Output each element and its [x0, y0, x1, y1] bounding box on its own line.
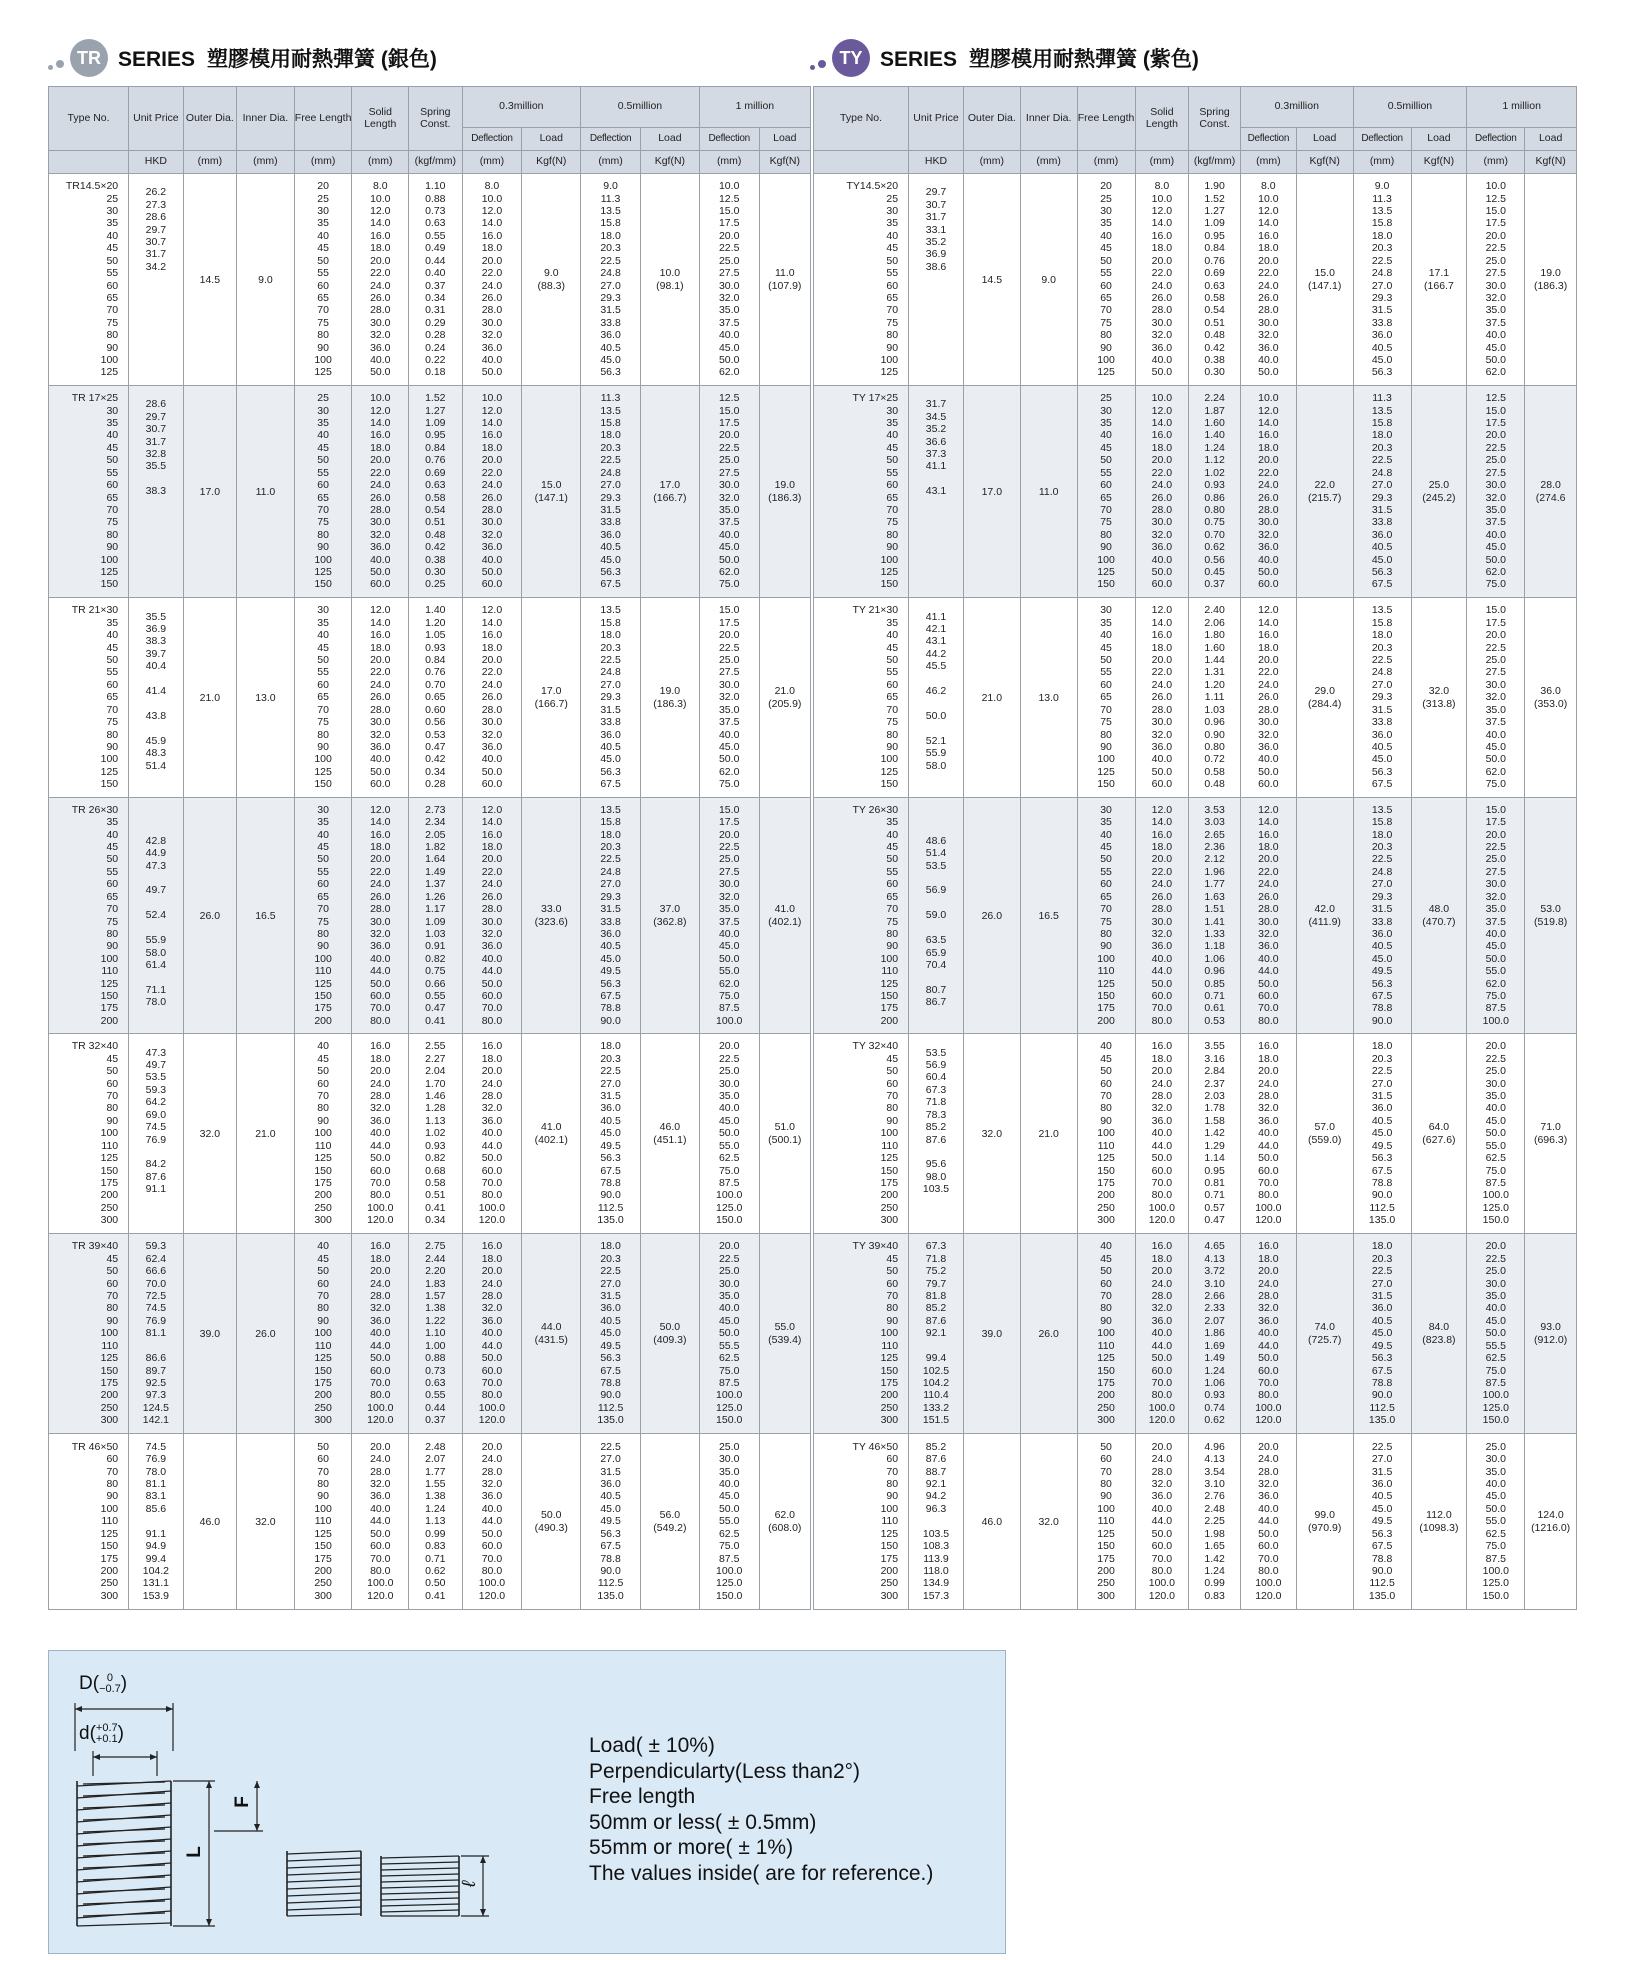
inner-dia-cell: 26.0 [237, 1234, 295, 1434]
type-list: TY 32×40 45 50 60 70 80 90 100 110 125 150 175 200 250 300 [814, 1034, 909, 1234]
tr-table-body [49, 174, 811, 1610]
load-03-cell: 41.0 (402.1) [522, 1034, 581, 1234]
solid-length-list: 10.0 12.0 14.0 16.0 18.0 20.0 22.0 24.0 26.0 28.0 30.0 32.0 36.0 40.0 50.0 60.0 [352, 386, 409, 598]
load-05-cell: 10.0 (98.1) [640, 174, 699, 386]
load-05-cell: 17.0 (166.7) [640, 386, 699, 598]
deflection-03-list: 16.0 18.0 20.0 24.0 28.0 32.0 36.0 40.0 44.0 50.0 60.0 70.0 80.0 100.0 120.0 [1240, 1234, 1296, 1434]
free-length-list: 25 30 35 40 45 50 55 60 65 70 75 80 90 100 125 150 [1077, 386, 1135, 598]
th-unit-blank [49, 151, 129, 174]
load-05-cell: 50.0 (409.3) [640, 1234, 699, 1434]
th-load: Load [1525, 128, 1577, 151]
outer-diameter-label: D( 0 −0.7 ) [79, 1672, 128, 1695]
spring-const-list: 1.52 1.27 1.09 0.95 0.84 0.76 0.69 0.63 0.58 0.54 0.51 0.48 0.42 0.38 0.30 0.25 [409, 386, 462, 598]
load-05-cell: 17.1 (166.7 [1411, 174, 1467, 386]
load-1m-cell: 51.0 (500.1) [759, 1034, 810, 1234]
deflection-05-list: 13.5 15.8 18.0 20.3 22.5 24.8 27.0 29.3 31.5 33.8 36.0 40.5 45.0 49.5 56.3 67.5 78.8 90.0 [1353, 798, 1411, 1034]
deflection-05-list: 9.0 11.3 13.5 15.8 18.0 20.3 22.5 24.8 27.0 29.3 31.5 33.8 36.0 40.5 45.0 56.3 [1353, 174, 1411, 386]
deflection-1m-list: 12.5 15.0 17.5 20.0 22.5 25.0 27.5 30.0 32.0 35.0 37.5 40.0 45.0 50.0 62.0 75.0 [1467, 386, 1525, 598]
deflection-05-list: 13.5 15.8 18.0 20.3 22.5 24.8 27.0 29.3 31.5 33.8 36.0 40.5 45.0 56.3 67.5 [1353, 598, 1411, 798]
load-1m-cell: 21.0 (205.9) [759, 598, 810, 798]
th-load: Load [759, 128, 810, 151]
th-inner-dia: Inner Dia. [1020, 87, 1077, 151]
outer-dia-cell: 17.0 [183, 386, 236, 598]
deflection-05-list: 18.0 20.3 22.5 27.0 31.5 36.0 40.5 45.0 49.5 56.3 67.5 78.8 90.0 112.5 135.0 [1353, 1034, 1411, 1234]
th-load: Load [522, 128, 581, 151]
spring-const-list: 3.53 3.03 2.65 2.36 2.12 1.96 1.77 1.63 1.51 1.41 1.33 1.18 1.06 0.96 0.85 0.71 0.61 0.53 [1189, 798, 1241, 1034]
type-list: TR 26×30 35 40 45 50 55 60 65 70 75 80 90 100 110 125 150 175 200 [49, 798, 129, 1034]
th-unit-mm: (mm) [237, 151, 295, 174]
price-list: 59.3 62.4 66.6 70.0 72.5 74.5 76.9 81.1 86.6 89.7 92.5 97.3 124.5 142.1 [129, 1234, 184, 1434]
deflection-05-list: 11.3 13.5 15.8 18.0 20.3 22.5 24.8 27.0 29.3 31.5 33.8 36.0 40.5 45.0 56.3 67.5 [1353, 386, 1411, 598]
spring-const-list: 1.40 1.20 1.05 0.93 0.84 0.76 0.70 0.65 0.60 0.56 0.53 0.47 0.42 0.34 0.28 [409, 598, 462, 798]
load-05-cell: 48.0 (470.7) [1411, 798, 1467, 1034]
th-inner-dia: Inner Dia. [237, 87, 295, 151]
ty-spec-table [813, 86, 1577, 1610]
deflection-1m-list: 20.0 22.5 25.0 30.0 35.0 40.0 45.0 50.0 55.5 62.5 75.0 87.5 100.0 125.0 150.0 [699, 1234, 759, 1434]
decor-dots [810, 40, 832, 76]
th-unit-kgfn: Kgf(N) [1296, 151, 1353, 174]
spring-const-list: 4.65 4.13 3.72 3.10 2.66 2.33 2.07 1.86 1.69 1.49 1.24 1.06 0.93 0.74 0.62 [1189, 1234, 1241, 1434]
type-list: TR 17×25 30 35 40 45 50 55 60 65 70 75 80 90 100 125 150 [49, 386, 129, 598]
load-05-cell: 84.0 (823.8) [1411, 1234, 1467, 1434]
inner-dia-cell: 11.0 [237, 386, 295, 598]
price-list: 74.5 76.9 78.0 81.1 83.1 85.6 91.1 94.9 99.4 104.2 131.1 153.9 [129, 1434, 184, 1610]
ty-group-row [814, 174, 1577, 386]
tr-group-row [49, 1234, 811, 1434]
solid-length-list: 8.0 10.0 12.0 14.0 16.0 18.0 20.0 22.0 24.0 26.0 28.0 30.0 32.0 36.0 40.0 50.0 [352, 174, 409, 386]
deflection-1m-list: 25.0 30.0 35.0 40.0 45.0 50.0 55.0 62.5 75.0 87.5 100.0 125.0 150.0 [699, 1434, 759, 1610]
outer-dia-cell: 14.5 [183, 174, 236, 386]
free-length-list: 30 35 40 45 50 55 60 65 70 75 80 90 100 125 150 [294, 598, 352, 798]
solid-length-list: 12.0 14.0 16.0 18.0 20.0 22.0 24.0 26.0 28.0 30.0 32.0 36.0 40.0 44.0 50.0 60.0 70.0 80.0 [352, 798, 409, 1034]
th-unit-mm: (mm) [462, 151, 522, 174]
price-list: 26.2 27.3 28.6 29.7 30.7 31.7 34.2 [129, 174, 184, 386]
deflection-05-list: 9.0 11.3 13.5 15.8 18.0 20.3 22.5 24.8 27.0 29.3 31.5 33.8 36.0 40.5 45.0 56.3 [581, 174, 641, 386]
inner-dia-cell: 13.0 [237, 598, 295, 798]
tr-group-row [49, 174, 811, 386]
outer-dia-cell: 32.0 [963, 1034, 1020, 1234]
note-perpendicularity: Perpendicularty(Less than2°) [589, 1759, 861, 1783]
inner-dia-cell: 13.0 [1020, 598, 1077, 798]
deflection-03-list: 20.0 24.0 28.0 32.0 36.0 40.0 44.0 50.0 60.0 70.0 80.0 100.0 120.0 [462, 1434, 522, 1610]
spring-spec-panel [48, 1650, 1006, 1954]
ty-title: SERIES 塑膠模用耐熱彈簧 (紫色) [880, 48, 1199, 71]
length-L-label: L [183, 1846, 205, 1858]
note-reference: The values inside( are for reference.) [589, 1861, 934, 1885]
load-05-cell: 46.0 (451.1) [640, 1034, 699, 1234]
solid-length-list: 16.0 18.0 20.0 24.0 28.0 32.0 36.0 40.0 44.0 50.0 60.0 70.0 80.0 100.0 120.0 [1135, 1234, 1189, 1434]
spring-diagram [49, 1651, 569, 1951]
th-unit-mm: (mm) [1467, 151, 1525, 174]
deflection-05-list: 22.5 27.0 31.5 36.0 40.5 45.0 49.5 56.3 67.5 78.8 90.0 112.5 135.0 [1353, 1434, 1411, 1610]
note-50mm: 50mm or less( ± 0.5mm) [589, 1810, 817, 1834]
outer-dia-cell: 46.0 [963, 1434, 1020, 1610]
free-length-list: 40 45 50 60 70 80 90 100 110 125 150 175 200 250 300 [1077, 1034, 1135, 1234]
free-length-list: 50 60 70 80 90 100 110 125 150 175 200 250 300 [1077, 1434, 1135, 1610]
load-1m-cell: 53.0 (519.8) [1525, 798, 1577, 1034]
free-length-list: 20 25 30 35 40 45 50 55 60 65 70 75 80 90 100 125 [1077, 174, 1135, 386]
load-03-cell: 99.0 (970.9) [1296, 1434, 1353, 1610]
load-05-cell: 64.0 (627.6) [1411, 1034, 1467, 1234]
spring-const-list: 1.10 0.88 0.73 0.63 0.55 0.49 0.44 0.40 0.37 0.34 0.31 0.29 0.28 0.24 0.22 0.18 [409, 174, 462, 386]
ty-badge: TY [832, 39, 870, 77]
th-unit-mm: (mm) [352, 151, 409, 174]
spring-const-list: 2.55 2.27 2.04 1.70 1.46 1.28 1.13 1.02 0.93 0.82 0.68 0.58 0.51 0.41 0.34 [409, 1034, 462, 1234]
tr-group-row [49, 1034, 811, 1234]
inner-dia-cell: 9.0 [237, 174, 295, 386]
deflection-03-list: 8.0 10.0 12.0 14.0 16.0 18.0 20.0 22.0 24.0 26.0 28.0 30.0 32.0 36.0 40.0 50.0 [1240, 174, 1296, 386]
deflection-1m-list: 15.0 17.5 20.0 22.5 25.0 27.5 30.0 32.0 35.0 37.5 40.0 45.0 50.0 62.0 75.0 [1467, 598, 1525, 798]
load-05-cell: 19.0 (186.3) [640, 598, 699, 798]
load-03-cell: 22.0 (215.7) [1296, 386, 1353, 598]
deflection-03-list: 20.0 24.0 28.0 32.0 36.0 40.0 44.0 50.0 60.0 70.0 80.0 100.0 120.0 [1240, 1434, 1296, 1610]
price-list: 47.3 49.7 53.5 59.3 64.2 69.0 74.5 76.9 84.2 87.6 91.1 [129, 1034, 184, 1234]
price-list: 53.5 56.9 60.4 67.3 71.8 78.3 85.2 87.6 95.6 98.0 103.5 [909, 1034, 964, 1234]
th-unit-kgfn: Kgf(N) [522, 151, 581, 174]
deflection-05-list: 18.0 20.3 22.5 27.0 31.5 36.0 40.5 45.0 49.5 56.3 67.5 78.8 90.0 112.5 135.0 [581, 1034, 641, 1234]
deflection-03-list: 8.0 10.0 12.0 14.0 16.0 18.0 20.0 22.0 24.0 26.0 28.0 30.0 32.0 36.0 40.0 50.0 [462, 174, 522, 386]
load-03-cell: 17.0 (166.7) [522, 598, 581, 798]
inner-dia-cell: 16.5 [237, 798, 295, 1034]
outer-dia-cell: 14.5 [963, 174, 1020, 386]
free-length-list: 30 35 40 45 50 55 60 65 70 75 80 90 100 110 125 150 175 200 [1077, 798, 1135, 1034]
th-unit-kgfn: Kgf(N) [759, 151, 810, 174]
th-free-length: Free Length [294, 87, 352, 151]
load-03-cell: 50.0 (490.3) [522, 1434, 581, 1610]
outer-dia-cell: 39.0 [963, 1234, 1020, 1434]
load-1m-cell: 62.0 (608.0) [759, 1434, 810, 1610]
th-unit-blank [814, 151, 909, 174]
th-deflection: Deflection [1240, 128, 1296, 151]
outer-dia-cell: 26.0 [183, 798, 236, 1034]
th-type-no: Type No. [49, 87, 129, 151]
deflection-03-list: 12.0 14.0 16.0 18.0 20.0 22.0 24.0 26.0 28.0 30.0 32.0 36.0 40.0 50.0 60.0 [462, 598, 522, 798]
deflection-03-list: 12.0 14.0 16.0 18.0 20.0 22.0 24.0 26.0 28.0 30.0 32.0 36.0 40.0 50.0 60.0 [1240, 598, 1296, 798]
load-03-cell: 15.0 (147.1) [1296, 174, 1353, 386]
inner-dia-cell: 11.0 [1020, 386, 1077, 598]
free-length-list: 50 60 70 80 90 100 110 125 150 175 200 250 300 [294, 1434, 352, 1610]
deflection-03-list: 10.0 12.0 14.0 16.0 18.0 20.0 22.0 24.0 26.0 28.0 30.0 32.0 36.0 40.0 50.0 60.0 [462, 386, 522, 598]
solid-length-list: 16.0 18.0 20.0 24.0 28.0 32.0 36.0 40.0 44.0 50.0 60.0 70.0 80.0 100.0 120.0 [352, 1034, 409, 1234]
th-hkd: HKD [909, 151, 964, 174]
type-list: TY 46×50 60 70 80 90 100 110 125 150 175 200 250 300 [814, 1434, 909, 1610]
deflection-1m-list: 10.0 12.5 15.0 17.5 20.0 22.5 25.0 27.5 30.0 32.0 35.0 37.5 40.0 45.0 50.0 62.0 [1467, 174, 1525, 386]
price-list: 42.8 44.9 47.3 49.7 52.4 55.9 58.0 61.4 71.1 78.0 [129, 798, 184, 1034]
price-list: 67.3 71.8 75.2 79.7 81.8 85.2 87.6 92.1 99.4 102.5 104.2 110.4 133.2 151.5 [909, 1234, 964, 1434]
th-unit-price: Unit Price [909, 87, 964, 151]
th-deflection: Deflection [581, 128, 641, 151]
ty-series-header [810, 40, 1211, 76]
th-deflection: Deflection [462, 128, 522, 151]
deflection-1m-list: 15.0 17.5 20.0 22.5 25.0 27.5 30.0 32.0 35.0 37.5 40.0 45.0 50.0 55.0 62.0 75.0 87.5 100.0 [1467, 798, 1525, 1034]
th-05-million: 0.5million [1353, 87, 1467, 128]
ty-group-row [814, 386, 1577, 598]
th-spring-const: Spring Const. [409, 87, 462, 151]
inner-dia-cell: 32.0 [1020, 1434, 1077, 1610]
ty-group-row [814, 1234, 1577, 1434]
deflection-1m-list: 20.0 22.5 25.0 30.0 35.0 40.0 45.0 50.0 55.0 62.5 75.0 87.5 100.0 125.0 150.0 [1467, 1034, 1525, 1234]
th-03-million: 0.3million [1240, 87, 1353, 128]
th-load: Load [1296, 128, 1353, 151]
price-list: 31.7 34.5 35.2 36.6 37.3 41.1 43.1 [909, 386, 964, 598]
deflection-05-list: 13.5 15.8 18.0 20.3 22.5 24.8 27.0 29.3 31.5 33.8 36.0 40.5 45.0 56.3 67.5 [581, 598, 641, 798]
th-solid-length: Solid Length [1135, 87, 1189, 151]
deflection-1m-list: 10.0 12.5 15.0 17.5 20.0 22.5 25.0 27.5 30.0 32.0 35.0 37.5 40.0 45.0 50.0 62.0 [699, 174, 759, 386]
ty-group-row [814, 798, 1577, 1034]
th-unit-price: Unit Price [129, 87, 184, 151]
load-03-cell: 57.0 (559.0) [1296, 1034, 1353, 1234]
solid-length-list: 12.0 14.0 16.0 18.0 20.0 22.0 24.0 26.0 28.0 30.0 32.0 36.0 40.0 44.0 50.0 60.0 70.0 80.0 [1135, 798, 1189, 1034]
load-03-cell: 44.0 (431.5) [522, 1234, 581, 1434]
free-length-list: 20 25 30 35 40 45 50 55 60 65 70 75 80 90 100 125 [294, 174, 352, 386]
ty-group-row [814, 598, 1577, 798]
tr-spec-table [48, 86, 811, 1610]
inner-diameter-label: d( +0.7 +0.1 ) [79, 1722, 124, 1745]
type-list: TY14.5×20 25 30 35 40 45 50 55 60 65 70 75 80 90 100 125 [814, 174, 909, 386]
load-1m-cell: 41.0 (402.1) [759, 798, 810, 1034]
load-1m-cell: 93.0 (912.0) [1525, 1234, 1577, 1434]
tr-group-row [49, 1434, 811, 1610]
outer-dia-cell: 21.0 [963, 598, 1020, 798]
type-list: TR 39×40 45 50 60 70 80 90 100 110 125 150 175 200 250 300 [49, 1234, 129, 1434]
deflection-1m-list: 15.0 17.5 20.0 22.5 25.0 27.5 30.0 32.0 35.0 37.5 40.0 45.0 50.0 55.0 62.0 75.0 87.5 100.0 [699, 798, 759, 1034]
free-length-list: 30 35 40 45 50 55 60 65 70 75 80 90 100 125 150 [1077, 598, 1135, 798]
deflection-05-list: 22.5 27.0 31.5 36.0 40.5 45.0 49.5 56.3 67.5 78.8 90.0 112.5 135.0 [581, 1434, 641, 1610]
th-1-million: 1 million [699, 87, 810, 128]
th-03-million: 0.3million [462, 87, 581, 128]
solid-length-list: 12.0 14.0 16.0 18.0 20.0 22.0 24.0 26.0 28.0 30.0 32.0 36.0 40.0 50.0 60.0 [352, 598, 409, 798]
decor-dots [48, 40, 70, 76]
load-1m-cell: 19.0 (186.3) [759, 386, 810, 598]
spring-const-list: 2.40 2.06 1.80 1.60 1.44 1.31 1.20 1.11 1.03 0.96 0.90 0.80 0.72 0.58 0.48 [1189, 598, 1241, 798]
free-length-list: 40 45 50 60 70 80 90 100 110 125 150 175 200 250 300 [1077, 1234, 1135, 1434]
th-unit-mm: (mm) [699, 151, 759, 174]
type-list: TR 21×30 35 40 45 50 55 60 65 70 75 80 90 100 125 150 [49, 598, 129, 798]
length-l-label: ℓ [459, 1880, 481, 1888]
solid-length-list: 10.0 12.0 14.0 16.0 18.0 20.0 22.0 24.0 26.0 28.0 30.0 32.0 36.0 40.0 50.0 60.0 [1135, 386, 1189, 598]
outer-dia-cell: 17.0 [963, 386, 1020, 598]
inner-dia-cell: 21.0 [237, 1034, 295, 1234]
load-05-cell: 25.0 (245.2) [1411, 386, 1467, 598]
th-05-million: 0.5million [581, 87, 700, 128]
th-unit-kgfmm: (kgf/mm) [409, 151, 462, 174]
tr-title: SERIES 塑膠模用耐熱彈簧 (銀色) [118, 48, 437, 71]
th-unit-mm: (mm) [581, 151, 641, 174]
load-05-cell: 37.0 (362.8) [640, 798, 699, 1034]
deflection-1m-list: 15.0 17.5 20.0 22.5 25.0 27.5 30.0 32.0 35.0 37.5 40.0 45.0 50.0 62.0 75.0 [699, 598, 759, 798]
length-F-label: F [231, 1796, 253, 1808]
deflection-1m-list: 25.0 30.0 35.0 40.0 45.0 50.0 55.0 62.5 75.0 87.5 100.0 125.0 150.0 [1467, 1434, 1525, 1610]
inner-dia-cell: 16.5 [1020, 798, 1077, 1034]
th-unit-mm: (mm) [963, 151, 1020, 174]
tr-group-row [49, 598, 811, 798]
solid-length-list: 20.0 24.0 28.0 32.0 36.0 40.0 44.0 50.0 60.0 70.0 80.0 100.0 120.0 [352, 1434, 409, 1610]
deflection-05-list: 11.3 13.5 15.8 18.0 20.3 22.5 24.8 27.0 29.3 31.5 33.8 36.0 40.5 45.0 56.3 67.5 [581, 386, 641, 598]
outer-dia-cell: 39.0 [183, 1234, 236, 1434]
spring-const-list: 3.55 3.16 2.84 2.37 2.03 1.78 1.58 1.42 1.29 1.14 0.95 0.81 0.71 0.57 0.47 [1189, 1034, 1241, 1234]
note-55mm: 55mm or more( ± 1%) [589, 1836, 794, 1859]
load-1m-cell: 36.0 (353.0) [1525, 598, 1577, 798]
price-list: 35.5 36.9 38.3 39.7 40.4 41.4 43.8 45.9 48.3 51.4 [129, 598, 184, 798]
th-deflection: Deflection [1467, 128, 1525, 151]
load-03-cell: 9.0 (88.3) [522, 174, 581, 386]
load-03-cell: 29.0 (284.4) [1296, 598, 1353, 798]
th-unit-mm: (mm) [1240, 151, 1296, 174]
free-length-list: 30 35 40 45 50 55 60 65 70 75 80 90 100 110 125 150 175 200 [294, 798, 352, 1034]
load-1m-cell: 71.0 (696.3) [1525, 1034, 1577, 1234]
load-05-cell: 32.0 (313.8) [1411, 598, 1467, 798]
th-outer-dia: Outer Dia. [963, 87, 1020, 151]
th-deflection: Deflection [1353, 128, 1411, 151]
outer-dia-cell: 32.0 [183, 1034, 236, 1234]
th-type-no: Type No. [814, 87, 909, 151]
tr-badge: TR [70, 39, 108, 77]
th-unit-mm: (mm) [183, 151, 236, 174]
deflection-1m-list: 12.5 15.0 17.5 20.0 22.5 25.0 27.5 30.0 32.0 35.0 37.5 40.0 45.0 50.0 62.0 75.0 [699, 386, 759, 598]
th-deflection: Deflection [699, 128, 759, 151]
note-load: Load( ± 10%) [589, 1734, 715, 1757]
deflection-03-list: 10.0 12.0 14.0 16.0 18.0 20.0 22.0 24.0 26.0 28.0 30.0 32.0 36.0 40.0 50.0 60.0 [1240, 386, 1296, 598]
free-length-list: 25 30 35 40 45 50 55 60 65 70 75 80 90 100 125 150 [294, 386, 352, 598]
deflection-05-list: 18.0 20.3 22.5 27.0 31.5 36.0 40.5 45.0 49.5 56.3 67.5 78.8 90.0 112.5 135.0 [581, 1234, 641, 1434]
deflection-03-list: 16.0 18.0 20.0 24.0 28.0 32.0 36.0 40.0 44.0 50.0 60.0 70.0 80.0 100.0 120.0 [462, 1234, 522, 1434]
spring-const-list: 2.24 1.87 1.60 1.40 1.24 1.12 1.02 0.93 0.86 0.80 0.75 0.70 0.62 0.56 0.45 0.37 [1189, 386, 1241, 598]
solid-length-list: 20.0 24.0 28.0 32.0 36.0 40.0 44.0 50.0 60.0 70.0 80.0 100.0 120.0 [1135, 1434, 1189, 1610]
price-list: 28.6 29.7 30.7 31.7 32.8 35.5 38.3 [129, 386, 184, 598]
th-load: Load [640, 128, 699, 151]
deflection-1m-list: 20.0 22.5 25.0 30.0 35.0 40.0 45.0 50.0 55.0 62.5 75.0 87.5 100.0 125.0 150.0 [699, 1034, 759, 1234]
th-unit-mm: (mm) [1353, 151, 1411, 174]
tr-group-row [49, 386, 811, 598]
spring-const-list: 4.96 4.13 3.54 3.10 2.76 2.48 2.25 1.98 1.65 1.42 1.24 0.99 0.83 [1189, 1434, 1241, 1610]
load-1m-cell: 19.0 (186.3) [1525, 174, 1577, 386]
spring-const-list: 1.90 1.52 1.27 1.09 0.95 0.84 0.76 0.69 0.63 0.58 0.54 0.51 0.48 0.42 0.38 0.30 [1189, 174, 1241, 386]
price-list: 29.7 30.7 31.7 33.1 35.2 36.9 38.6 [909, 174, 964, 386]
load-1m-cell: 55.0 (539.4) [759, 1234, 810, 1434]
deflection-1m-list: 20.0 22.5 25.0 30.0 35.0 40.0 45.0 50.0 55.5 62.5 75.0 87.5 100.0 125.0 150.0 [1467, 1234, 1525, 1434]
outer-dia-cell: 26.0 [963, 798, 1020, 1034]
load-1m-cell: 11.0 (107.9) [759, 174, 810, 386]
type-list: TY 39×40 45 50 60 70 80 90 100 110 125 150 175 200 250 300 [814, 1234, 909, 1434]
load-03-cell: 33.0 (323.6) [522, 798, 581, 1034]
free-length-list: 40 45 50 60 70 80 90 100 110 125 150 175 200 250 300 [294, 1034, 352, 1234]
type-list: TY 26×30 35 40 45 50 55 60 65 70 75 80 90 100 110 125 150 175 200 [814, 798, 909, 1034]
type-list: TY 17×25 30 35 40 45 50 55 60 65 70 75 80 90 100 125 150 [814, 386, 909, 598]
th-unit-kgfmm: (kgf/mm) [1189, 151, 1241, 174]
deflection-03-list: 12.0 14.0 16.0 18.0 20.0 22.0 24.0 26.0 28.0 30.0 32.0 36.0 40.0 44.0 50.0 60.0 70.0 80.0 [1240, 798, 1296, 1034]
th-spring-const: Spring Const. [1189, 87, 1241, 151]
deflection-03-list: 12.0 14.0 16.0 18.0 20.0 22.0 24.0 26.0 28.0 30.0 32.0 36.0 40.0 44.0 50.0 60.0 70.0 80.0 [462, 798, 522, 1034]
solid-length-list: 12.0 14.0 16.0 18.0 20.0 22.0 24.0 26.0 28.0 30.0 32.0 36.0 40.0 50.0 60.0 [1135, 598, 1189, 798]
inner-dia-cell: 26.0 [1020, 1234, 1077, 1434]
deflection-05-list: 13.5 15.8 18.0 20.3 22.5 24.8 27.0 29.3 31.5 33.8 36.0 40.5 45.0 49.5 56.3 67.5 78.8 90.0 [581, 798, 641, 1034]
load-03-cell: 15.0 (147.1) [522, 386, 581, 598]
spring-const-list: 2.73 2.34 2.05 1.82 1.64 1.49 1.37 1.26 1.17 1.09 1.03 0.91 0.82 0.75 0.66 0.55 0.47 0.41 [409, 798, 462, 1034]
deflection-03-list: 16.0 18.0 20.0 24.0 28.0 32.0 36.0 40.0 44.0 50.0 60.0 70.0 80.0 100.0 120.0 [462, 1034, 522, 1234]
solid-length-list: 16.0 18.0 20.0 24.0 28.0 32.0 36.0 40.0 44.0 50.0 60.0 70.0 80.0 100.0 120.0 [352, 1234, 409, 1434]
tr-series-header [48, 40, 449, 76]
price-list: 48.6 51.4 53.5 56.9 59.0 63.5 65.9 70.4 80.7 86.7 [909, 798, 964, 1034]
ty-group-row [814, 1034, 1577, 1234]
price-list: 85.2 87.6 88.7 92.1 94.2 96.3 103.5 108.3 113.9 118.0 134.9 157.3 [909, 1434, 964, 1610]
th-unit-kgfn: Kgf(N) [640, 151, 699, 174]
note-free-length: Free length [589, 1785, 696, 1808]
th-free-length: Free Length [1077, 87, 1135, 151]
load-03-cell: 74.0 (725.7) [1296, 1234, 1353, 1434]
free-length-list: 40 45 50 60 70 80 90 100 110 125 150 175 200 250 300 [294, 1234, 352, 1434]
th-unit-kgfn: Kgf(N) [1411, 151, 1467, 174]
deflection-05-list: 18.0 20.3 22.5 27.0 31.5 36.0 40.5 45.0 49.5 56.3 67.5 78.8 90.0 112.5 135.0 [1353, 1234, 1411, 1434]
th-hkd: HKD [129, 151, 184, 174]
solid-length-list: 8.0 10.0 12.0 14.0 16.0 18.0 20.0 22.0 24.0 26.0 28.0 30.0 32.0 36.0 40.0 50.0 [1135, 174, 1189, 386]
tolerance-notes [589, 1733, 933, 1886]
load-1m-cell: 28.0 (274.6 [1525, 386, 1577, 598]
load-05-cell: 112.0 (1098.3) [1411, 1434, 1467, 1610]
th-unit-mm: (mm) [1135, 151, 1189, 174]
inner-dia-cell: 9.0 [1020, 174, 1077, 386]
tr-group-row [49, 798, 811, 1034]
th-solid-length: Solid Length [352, 87, 409, 151]
type-list: TR 46×50 60 70 80 90 100 110 125 150 175 200 250 300 [49, 1434, 129, 1610]
spring-const-list: 2.75 2.44 2.20 1.83 1.57 1.38 1.22 1.10 1.00 0.88 0.73 0.63 0.55 0.44 0.37 [409, 1234, 462, 1434]
th-load: Load [1411, 128, 1467, 151]
th-unit-mm: (mm) [294, 151, 352, 174]
ty-group-row [814, 1434, 1577, 1610]
outer-dia-cell: 46.0 [183, 1434, 236, 1610]
ty-table-body [814, 174, 1577, 1610]
th-1-million: 1 million [1467, 87, 1577, 128]
load-05-cell: 56.0 (549.2) [640, 1434, 699, 1610]
solid-length-list: 16.0 18.0 20.0 24.0 28.0 32.0 36.0 40.0 44.0 50.0 60.0 70.0 80.0 100.0 120.0 [1135, 1034, 1189, 1234]
outer-dia-cell: 21.0 [183, 598, 236, 798]
inner-dia-cell: 32.0 [237, 1434, 295, 1610]
th-unit-kgfn: Kgf(N) [1525, 151, 1577, 174]
spring-const-list: 2.48 2.07 1.77 1.55 1.38 1.24 1.13 0.99 0.83 0.71 0.62 0.50 0.41 [409, 1434, 462, 1610]
th-outer-dia: Outer Dia. [183, 87, 236, 151]
type-list: TR14.5×20 25 30 35 40 45 50 55 60 65 70 75 80 90 100 125 [49, 174, 129, 386]
load-03-cell: 42.0 (411.9) [1296, 798, 1353, 1034]
inner-dia-cell: 21.0 [1020, 1034, 1077, 1234]
deflection-03-list: 16.0 18.0 20.0 24.0 28.0 32.0 36.0 40.0 44.0 50.0 60.0 70.0 80.0 100.0 120.0 [1240, 1034, 1296, 1234]
load-1m-cell: 124.0 (1216.0) [1525, 1434, 1577, 1610]
type-list: TR 32×40 45 50 60 70 80 90 100 110 125 150 175 200 250 300 [49, 1034, 129, 1234]
th-unit-mm: (mm) [1077, 151, 1135, 174]
type-list: TY 21×30 35 40 45 50 55 60 65 70 75 80 90 100 125 150 [814, 598, 909, 798]
th-unit-mm: (mm) [1020, 151, 1077, 174]
price-list: 41.1 42.1 43.1 44.2 45.5 46.2 50.0 52.1 55.9 58.0 [909, 598, 964, 798]
